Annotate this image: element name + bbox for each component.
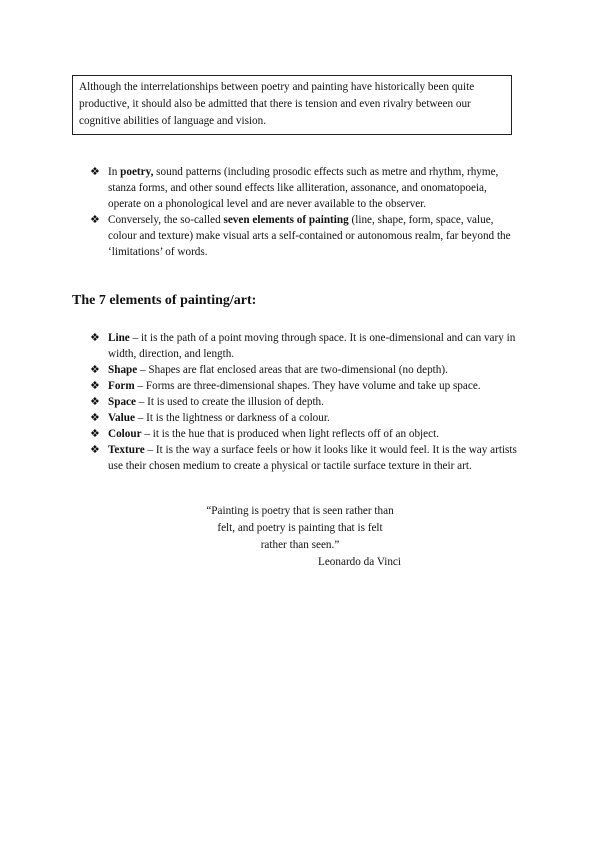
- element-item-value: [90, 410, 520, 426]
- element-term: Colour: [108, 428, 142, 440]
- element-term: Space: [108, 396, 136, 408]
- element-desc: – Shapes are flat enclosed areas that are two-dimensional (no depth).: [137, 364, 448, 376]
- element-item-colour: [90, 426, 520, 442]
- element-desc: – It is the lightness or darkness of a colour.: [134, 412, 330, 424]
- bullet-bold: seven elements of painting: [223, 214, 349, 226]
- bullet-pre: In: [108, 166, 121, 178]
- intro-bullet-list: [90, 164, 520, 260]
- element-item-space: [90, 394, 520, 410]
- diamond-bullet-icon: ❖: [90, 395, 100, 408]
- bullet-post: (line, shape, form, space, value, colour and texture) make visual arts a self-contained or autonomous realm, far beyond the ‘limitations’ of words.: [108, 214, 511, 258]
- diamond-bullet-icon: ❖: [90, 165, 100, 178]
- element-item-form: [90, 378, 520, 394]
- diamond-bullet-icon: ❖: [90, 411, 100, 424]
- element-desc: – it is the hue that is produced when light reflects off of an object.: [141, 428, 439, 440]
- diamond-bullet-icon: ❖: [90, 331, 100, 344]
- element-desc: – it is the path of a point moving through space. It is one-dimensional and can vary in width, direction, and length.: [108, 332, 516, 360]
- diamond-bullet-icon: ❖: [90, 379, 100, 392]
- diamond-bullet-icon: ❖: [90, 427, 100, 440]
- quote-author: Leonardo da Vinci: [318, 556, 401, 568]
- intro-text-box: [72, 75, 512, 135]
- quote-line: felt, and poetry is painting that is felt: [217, 522, 383, 534]
- section-heading: The 7 elements of painting/art:: [72, 293, 257, 308]
- intro-bullet-poetry: [90, 164, 520, 212]
- bullet-post: sound patterns (including prosodic effects such as metre and rhythm, rhyme, stanza forms, and other sound effects like alliteration, assonance, and onomatopoeia, operate on a phonological level and are never available to the observer.: [108, 166, 499, 210]
- element-term: Form: [108, 380, 135, 392]
- element-desc: – Forms are three-dimensional shapes. They have volume and take up space.: [134, 380, 481, 392]
- element-term: Texture: [108, 444, 145, 456]
- element-item-line: [90, 330, 520, 362]
- elements-bullet-list: [90, 330, 520, 474]
- diamond-bullet-icon: ❖: [90, 213, 100, 226]
- element-desc: – It is used to create the illusion of depth.: [135, 396, 324, 408]
- quote-line: “Painting is poetry that is seen rather than: [206, 505, 394, 517]
- quote-line: rather than seen.”: [260, 539, 340, 551]
- quote-block: [190, 503, 410, 554]
- intro-box-text: Although the interrelationships between poetry and painting have historically been quite productive, it should also be admitted that there is tension and even rivalry between our cognitive abilities of language and vision.: [79, 81, 475, 127]
- element-term: Line: [108, 332, 130, 344]
- bullet-pre: Conversely, the so-called: [108, 214, 224, 226]
- intro-bullet-painting: [90, 212, 520, 260]
- diamond-bullet-icon: ❖: [90, 443, 100, 456]
- element-item-texture: [90, 442, 520, 474]
- element-term: Shape: [108, 364, 138, 376]
- bullet-bold: poetry,: [120, 166, 154, 178]
- element-item-shape: [90, 362, 520, 378]
- diamond-bullet-icon: ❖: [90, 363, 100, 376]
- element-desc: – It is the way a surface feels or how it looks like it would feel. It is the way artists use their chosen medium to create a physical or tactile surface texture in their art.: [108, 444, 517, 472]
- element-term: Value: [108, 412, 135, 424]
